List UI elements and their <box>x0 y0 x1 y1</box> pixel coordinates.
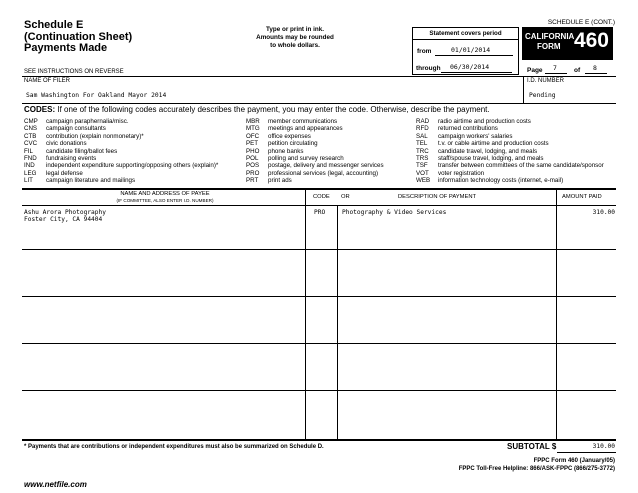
of-value: 8 <box>593 64 597 72</box>
code-entry <box>416 177 563 185</box>
code-abbrev: FIL <box>24 147 33 155</box>
form-number: 460 <box>573 29 609 52</box>
code-abbrev: PRO <box>246 169 260 177</box>
code-description: campaign consultants <box>46 125 106 133</box>
name-of-filer-label: NAME OF FILER <box>24 78 71 84</box>
website-link[interactable]: www.netfile.com <box>24 480 87 489</box>
code-abbrev: VOT <box>416 169 429 177</box>
name-of-filer-value: Sam Washington For Oakland Mayor 2014 <box>26 92 167 99</box>
fppc-form-info: FPPC Form 460 (January/05) <box>533 458 615 464</box>
schedule-d-note: * Payments that are contributions or independent expenditures must also be summarized on Schedule D. <box>24 444 324 450</box>
code-abbrev: PHO <box>246 147 260 155</box>
col-divider-payee <box>305 188 306 439</box>
form-460-badge <box>522 27 613 60</box>
table-bottom-rule <box>22 439 616 441</box>
filer-bottom-rule <box>22 103 616 104</box>
code-abbrev: TRS <box>416 155 429 162</box>
code-abbrev: SAL <box>416 132 428 140</box>
page-value-line <box>545 73 567 74</box>
table-top-rule <box>22 188 616 190</box>
code-description: independent expenditure supporting/opposing others (explain)* <box>46 162 219 170</box>
code-description: fundraising events <box>46 155 97 162</box>
fppc-helpline: FPPC Toll-Free Helpline: 866/ASK-FPPC (866/275-3772) <box>458 466 615 472</box>
code-description: legal defense <box>46 169 83 177</box>
code-abbrev: POS <box>246 162 260 170</box>
code-description: candidate travel, lodging, and meals <box>438 147 538 155</box>
of-value-line <box>585 73 607 74</box>
table-header-rule <box>22 205 616 206</box>
col-header-description: DESCRIPTION OF PAYMENT <box>398 194 477 200</box>
payment-code: PRO <box>314 209 326 216</box>
col-header-or: OR <box>341 194 350 200</box>
code-abbrev: CVC <box>24 140 38 148</box>
code-description: professional services (legal, accounting) <box>268 169 379 177</box>
code-description: meetings and appearances <box>268 125 343 133</box>
code-abbrev: LEG <box>24 169 37 177</box>
row-separator <box>22 249 616 250</box>
filer-id-divider <box>523 76 524 103</box>
code-abbrev: RAD <box>416 118 430 125</box>
code-description: member communications <box>268 118 338 125</box>
col-header-payee <box>100 191 230 204</box>
through-date-value: 06/30/2014 <box>450 63 490 71</box>
code-description: campaign literature and mailings <box>46 177 136 185</box>
page-value: 7 <box>553 64 557 72</box>
code-entry <box>24 177 135 185</box>
code-description: candidate filing/ballot fees <box>46 147 118 155</box>
code-abbrev: TEL <box>416 140 428 148</box>
payee-address: Foster City, CA 94404 <box>24 216 103 223</box>
col-header-payee-label: NAME AND ADDRESS OF PAYEE <box>120 191 210 197</box>
code-description: transfer between committees of the same candidate/sponsor <box>438 162 604 170</box>
schedule-cont-label: SCHEDULE E (CONT.) <box>547 19 615 26</box>
col-header-payee-sub: (IF COMMITTEE, ALSO ENTER I.D. NUMBER) <box>116 197 214 203</box>
code-description: polling and survey research <box>268 155 344 162</box>
code-abbrev: TSF <box>416 162 428 170</box>
id-number-value: Pending <box>529 92 556 99</box>
payment-description: Photography & Video Services <box>342 209 447 216</box>
code-description: print ads <box>268 177 292 185</box>
california-label: CALIFORNIA <box>525 32 575 41</box>
through-label: through <box>416 65 441 72</box>
codes-intro-text: If one of the following codes accurately describes the payment, you may enter the code. Otherwise, describe the payment. <box>57 105 490 114</box>
code-abbrev: MBR <box>246 118 260 125</box>
row-separator <box>22 343 616 344</box>
schedule-title: Schedule E <box>24 19 84 31</box>
subtotal-label: SUBTOTAL $ <box>507 442 557 451</box>
code-abbrev: TRC <box>416 147 429 155</box>
schedule-title-block <box>24 20 132 55</box>
code-description: campaign paraphernalia/misc. <box>46 118 129 125</box>
subtotal-value: 310.00 <box>592 443 615 450</box>
code-description: phone banks <box>268 147 304 155</box>
code-description: information technology costs (internet, e-mail) <box>438 177 564 185</box>
id-number-label: I.D. NUMBER <box>527 78 565 84</box>
code-abbrev: PRT <box>246 177 259 185</box>
code-abbrev: LIT <box>24 177 33 185</box>
payments-made-subtitle: Payments Made <box>24 42 108 54</box>
code-description: postage, delivery and messenger services <box>268 162 384 170</box>
form-label: FORM <box>537 42 561 51</box>
ink-instruction-line3: to whole dollars. <box>270 42 320 49</box>
code-abbrev: MTG <box>246 125 260 133</box>
code-abbrev: PET <box>246 140 259 148</box>
code-abbrev: POL <box>246 155 259 162</box>
code-abbrev: WEB <box>416 177 431 185</box>
filer-top-rule <box>22 76 616 77</box>
code-description: returned contributions <box>438 125 498 133</box>
code-description: contribution (explain nonmonetary)* <box>46 132 144 140</box>
statement-covers-label: Statement covers period <box>429 30 502 37</box>
ink-instruction-line2: Amounts may be rounded <box>256 34 334 41</box>
code-abbrev: CMP <box>24 118 38 125</box>
code-description: civic donations <box>46 140 87 148</box>
payment-amount: 310.00 <box>592 209 615 216</box>
from-date-value: 01/01/2014 <box>451 46 491 54</box>
code-entry <box>246 177 292 185</box>
col-header-code: CODE <box>313 194 330 200</box>
code-abbrev: RFD <box>416 125 429 133</box>
col-divider-amount <box>556 188 557 439</box>
continuation-subtitle: (Continuation Sheet) <box>24 30 133 43</box>
col-header-amount: AMOUNT PAID <box>562 194 602 200</box>
code-description: campaign workers' salaries <box>438 132 513 140</box>
from-value-line <box>435 55 513 56</box>
code-description: petition circulating <box>268 140 318 148</box>
statement-header-divider <box>413 39 518 40</box>
code-description: staff/spouse travel, lodging, and meals <box>438 155 544 162</box>
code-description: radio airtime and production costs <box>438 118 531 125</box>
payee-name: Ashu Arora Photography <box>24 209 106 216</box>
from-label: from <box>417 48 432 55</box>
through-value-line <box>441 72 512 73</box>
col-divider-code <box>337 205 338 439</box>
code-description: voter registration <box>438 169 485 177</box>
codes-intro <box>24 105 490 114</box>
code-abbrev: CNS <box>24 125 38 133</box>
code-abbrev: OFC <box>246 132 260 140</box>
see-instructions: SEE INSTRUCTIONS ON REVERSE <box>24 69 124 75</box>
subtotal-value-line <box>557 452 616 453</box>
code-description: office expenses <box>268 132 311 140</box>
code-description: t.v. or cable airtime and production costs <box>438 140 549 148</box>
code-abbrev: FND <box>24 155 37 162</box>
code-abbrev: CTB <box>24 132 37 140</box>
of-label: of <box>574 67 581 74</box>
ink-instructions <box>250 26 340 50</box>
ink-instruction-line1: Type or print in ink. <box>266 26 324 33</box>
row-separator <box>22 296 616 297</box>
code-abbrev: IND <box>24 162 35 170</box>
page-label: Page <box>527 67 543 74</box>
row-separator <box>22 390 616 391</box>
codes-intro-label: CODES: <box>24 105 56 114</box>
